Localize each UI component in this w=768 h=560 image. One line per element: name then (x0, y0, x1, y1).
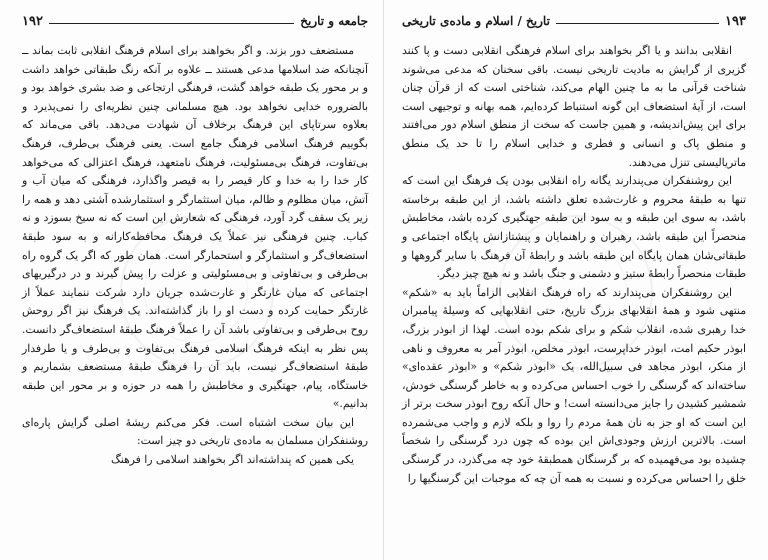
header-rule (49, 23, 294, 24)
right-page-number: ۱۹۳ (725, 13, 746, 29)
right-page-body (402, 42, 746, 488)
left-header-title: جامعه و تاریخ (300, 14, 368, 28)
header-rule (556, 23, 719, 24)
right-header-title: تاریخ / اسلام و ماده‌ی تاریخی (402, 14, 550, 28)
left-page-header (22, 10, 368, 32)
paragraph: مستضعف دور بزند. و اگر بخواهند برای اسلام فرهنگ انقلابی ثابت بماند ــ آنچنانکه ضد اسلامها مدعی هستند ــ علاوه بر آنکه رنگ طبقاتی خواهد داشت و بر محور یک طبقه خواهد گشت، فرهنگی ارتجاعی و ضد بشری خواهد بود و بالضروره خدایی نخواهد بود. هیچ مسلمانی چنین نظریه‌ای را نمی‌پذیرد و بعلاوه سرتاپای این فرهنگ برخلاف آن شهادت می‌دهد. باقی می‌ماند که بگوییم فرهنگ اسلامی فرهنگ جامع است. یعنی فرهنگ بی‌طرف، فرهنگ بی‌تفاوت، فرهنگ بی‌مسئولیت، فرهنگ نامتعهد، فرهنگ اعتزالی که می‌خواهد کار خدا را به خدا و کار قیصر را به قیصر واگذارد، فرهنگی که میان آب و آتش، میان مظلوم و ظالم، میان استثمارگر و استثمارشده آشتی دهد و همه را زیر یک سقف گرد آورد، فرهنگی که شعارش این است که نه سیخ بسوزد و نه کباب. چنین فرهنگی نیز عملاً یک فرهنگ محافظه‌کارانه و به سود طبقهٔ استضعاف‌گر و استثمارگر و استحمارگر است. همان طور که اگر یک گروه راه بی‌طرفی و بی‌تفاوتی و بی‌مسئولیتی و عزلت را پیش گیرند و در درگیریهای اجتماعی که میان غارتگر و غارت‌شده جریان دارد شرکت ننمایند عملاً از غارتگر حمایت کرده و دست او را باز گذاشته‌اند. یک فرهنگ نیز اگر روحش روح بی‌طرفی و بی‌تفاوتی باشد آن را عملاً فرهنگ طبقهٔ استضعاف‌گر دانست. پس نظر به اینکه فرهنگ اسلامی فرهنگ بی‌تفاوت و بی‌طرف و یا طرفدار طبقهٔ استضعاف‌گر نیست، باید آن را فرهنگ طبقهٔ مستضعف بشماریم و خاستگاه، پیام، جهتگیری و مخاطبش را همه در حوزه و بر محور این طبقه بدانیم.» (22, 44, 368, 411)
left-page-body (22, 42, 368, 470)
paragraph: این روشنفکران می‌پندارند یگانه راه انقلابی بودن یک فرهنگ این است که تنها به طبقهٔ محروم و غارت‌شده تعلق داشته باشد، از این طبقه برخاسته باشد، به سوی این طبقه و به سود این طبقه جهتگیری کرده باشد، مخاطبش منحصراً این طبقه باشد، رهبران و راهنمایان و پیشتازانش پایگاه اجتماعی و طبقاتی‌شان همان پایگاه این طبقه باشد و رابطهٔ آن فرهنگ با سایر گروهها و طبقات منحصراً رابطهٔ ستیز و دشمنی و جنگ باشد و نه هیچ چیز دیگر. (402, 174, 746, 281)
right-page (384, 0, 768, 560)
paragraph: انقلابی بدانند و یا اگر بخواهند برای اسلام فرهنگی انقلابی دست و پا کنند گزیری از گرایش به مادیت تاریخی نیست. باقی سخنان که مدعی می‌شوند شناخت قرآنی ما به ما چنین الهام می‌کند، شناختی است که از قرآن چنان است، از آیهٔ استضعاف این گونه استنباط کرده‌ایم، همه بهانه و توجیهی است برای این پیش‌اندیشه، و همین جاست که سخت از منطق اسلام دور می‌افتند و منطق پاک و انسانی و فطری و خدایی اسلام را تا حد یک منطق ماتریالیستی تنزل می‌دهند. (402, 44, 746, 169)
paragraph: این روشنفکران می‌پندارند که راه فرهنگ انقلابی الزاماً باید به «شکم» منتهی شود و همهٔ انقلابهای بزرگ تاریخ، حتی انقلابهایی که وسیلهٔ پیامبران خدا رهبری شده، انقلاب شکم و برای شکم بوده است. لهذا از ابوذر بزرگ، ابوذر حکیم امت، ابوذر خداپرست، ابوذر مخلص، ابوذر آمر به معروف و ناهی از منکر، ابوذر مجاهد فی سبیل‌الله، یک «ابوذر شکم» و «ابوذر عقده‌ای» ساخته‌اند که گرسنگی را خوب احساس می‌کرده و به خاطر گرسنگی خودش، شمشیر کشیدن را جایز می‌دانسته است! و حال آنکه روح ابوذر سخت برتر از این است که او جز به نان همهٔ مردم را روا و بلکه لازم و واجب می‌شمرده است. بالاترین ارزش وجودی‌اش این بوده که چون درد گرسنگی را شخصاً چشیده بود می‌فهمیده که بر گرسنگان همطبقهٔ خود چه می‌گذرد، در گرسنگی خلق را احساس می‌کرده و نسبت به همه آن چه که موجبات این گرسنگیها را (402, 285, 746, 485)
left-page-number: ۱۹۲ (22, 13, 43, 29)
right-page-header (402, 10, 746, 32)
paragraph: این بیان سخت اشتباه است. فکر می‌کنم ریشهٔ اصلی گرایش پاره‌ای روشنفکران مسلمان به ماده‌ی تاریخی دو چیز است: (22, 415, 368, 448)
paragraph: یکی همین که پنداشته‌اند اگر بخواهند اسلامی را فرهنگ (111, 453, 354, 467)
